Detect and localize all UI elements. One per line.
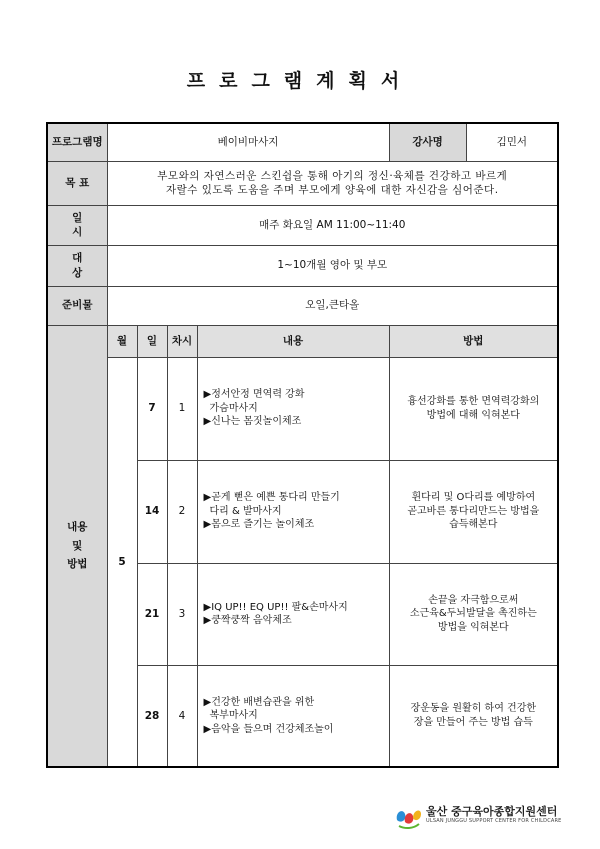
day-header: 일	[137, 325, 167, 357]
schedule-section-label: 내용 및 방법	[47, 325, 107, 767]
program-plan-table	[46, 122, 559, 768]
program-label: 프로그램명	[47, 123, 107, 161]
supplies-row	[47, 286, 558, 325]
session-value: 2	[167, 460, 197, 563]
day-value: 14	[137, 460, 167, 563]
time-label: 일 시	[47, 205, 107, 245]
session-header: 차시	[167, 325, 197, 357]
goal-label: 목 표	[47, 161, 107, 205]
session-value: 3	[167, 563, 197, 665]
time-value: 매주 화요일 AM 11:00~11:40	[107, 205, 558, 245]
content-cell: ▶곧게 뻗은 예쁜 통다리 만들기 다리 & 발마사지 ▶몸으로 즐기는 놀이체조	[197, 460, 389, 563]
org-logo	[393, 800, 583, 832]
target-label: 대 상	[47, 245, 107, 286]
content-cell: ▶정서안정 면역력 강화 가슴마사지 ▶신나는 몸짓놀이체조	[197, 357, 389, 460]
method-cell: 장운동을 원활히 하여 건강한 장을 만들어 주는 방법 습득	[389, 665, 558, 767]
day-value: 7	[137, 357, 167, 460]
target-value: 1~10개월 영아 및 부모	[107, 245, 558, 286]
session-value: 4	[167, 665, 197, 767]
supplies-label: 준비물	[47, 286, 107, 325]
day-value: 28	[137, 665, 167, 767]
org-subtitle: ULSAN JUNGGU SUPPORT CENTER FOR CHILDCARE	[426, 818, 562, 824]
instructor-value: 김민서	[466, 123, 558, 161]
program-value: 베이비마사지	[107, 123, 389, 161]
program-row	[47, 123, 558, 161]
method-header: 방법	[389, 325, 558, 357]
goal-line: 자랄수 있도록 도움을 주며 부모에게 양육에 대한 자신감을 심어준다.	[166, 184, 499, 196]
content-cell: ▶건강한 배변습관을 위한 복부마사지 ▶음악을 들으며 건강체조놀이	[197, 665, 389, 767]
method-cell: 휜다리 및 O다리를 예방하여 곧고바른 통다리만드는 방법을 습득해본다	[389, 460, 558, 563]
method-cell: 손끝을 자극함으로써 소근육&두뇌발달을 촉진하는 방법을 익혀본다	[389, 563, 558, 665]
month-header: 월	[107, 325, 137, 357]
target-row	[47, 245, 558, 286]
schedule-row	[47, 357, 558, 460]
instructor-label: 강사명	[389, 123, 466, 161]
org-logo-icon	[393, 802, 423, 830]
month-value: 5	[107, 357, 137, 767]
supplies-value: 오일,큰타올	[107, 286, 558, 325]
page-title: 프로그램계획서	[186, 70, 414, 92]
time-row	[47, 205, 558, 245]
org-name: 울산 중구육아종합지원센터	[426, 805, 558, 818]
goal-line: 부모와의 자연스러운 스킨쉽을 통해 아기의 정신·육체를 건강하고 바르게	[157, 169, 508, 182]
content-cell: ▶IQ UP!! EQ UP!! 팔&손마사지 ▶쿵짝쿵짝 음악체조	[197, 563, 389, 665]
schedule-header-row	[47, 325, 558, 357]
session-value: 1	[167, 357, 197, 460]
goal-row	[47, 161, 558, 205]
day-value: 21	[137, 563, 167, 665]
goal-value	[107, 161, 558, 205]
content-header: 내용	[197, 325, 389, 357]
method-cell: 흉선강화를 통한 면역력강화의 방법에 대해 익혀본다	[389, 357, 558, 460]
